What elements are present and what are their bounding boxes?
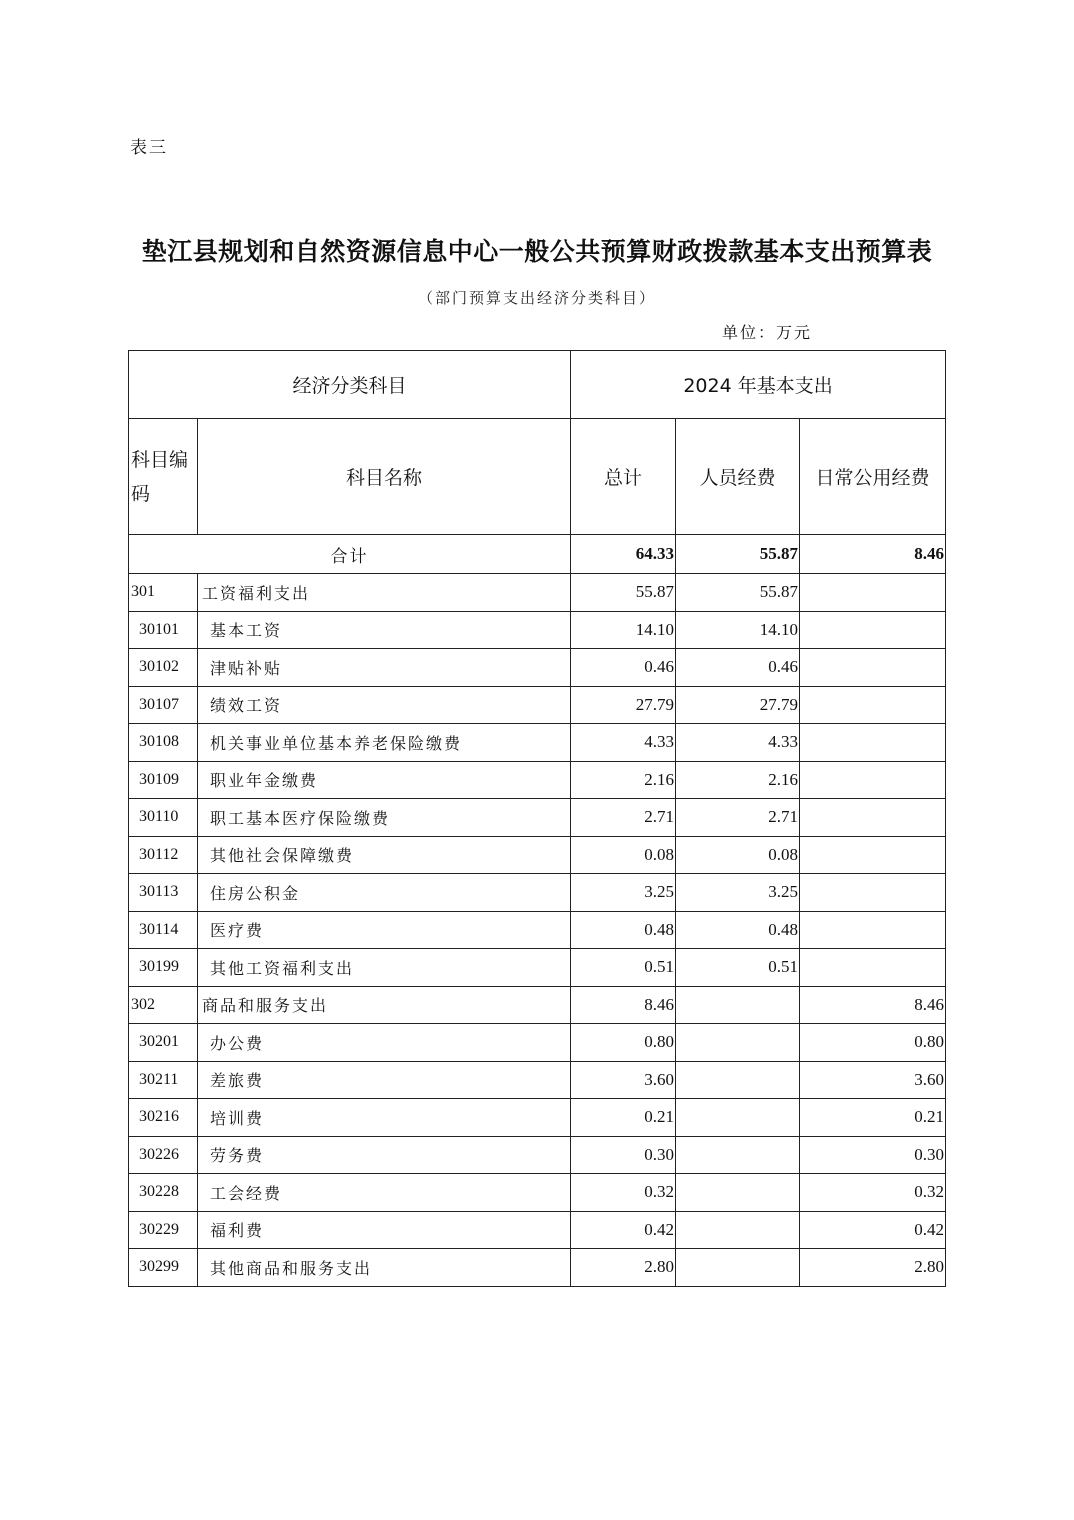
row-public	[800, 574, 946, 612]
row-public	[800, 799, 946, 837]
row-personnel	[676, 1174, 800, 1212]
row-total: 0.08	[571, 836, 676, 874]
row-total: 0.42	[571, 1211, 676, 1249]
row-public: 8.46	[800, 986, 946, 1024]
subject-code: 30109	[129, 761, 198, 799]
subject-name: 培训费	[198, 1099, 571, 1137]
header-basic-expenditure-year: 2024 年基本支出	[571, 351, 946, 419]
subject-name: 职业年金缴费	[198, 761, 571, 799]
subject-code: 30107	[129, 686, 198, 724]
subject-name: 基本工资	[198, 611, 571, 649]
subject-code: 30201	[129, 1024, 198, 1062]
row-personnel	[676, 1136, 800, 1174]
subject-name: 劳务费	[198, 1136, 571, 1174]
subject-code: 301	[129, 574, 198, 612]
row-personnel	[676, 1061, 800, 1099]
row-public	[800, 911, 946, 949]
total-sum: 64.33	[571, 535, 676, 574]
row-public	[800, 761, 946, 799]
table-row	[129, 1174, 946, 1212]
table-row	[129, 986, 946, 1024]
header-economic-category: 经济分类科目	[129, 351, 571, 419]
table-row	[129, 799, 946, 837]
table-row	[129, 574, 946, 612]
row-total: 4.33	[571, 724, 676, 762]
subject-code: 30229	[129, 1211, 198, 1249]
subject-code: 302	[129, 986, 198, 1024]
row-personnel: 14.10	[676, 611, 800, 649]
row-public: 2.80	[800, 1249, 946, 1287]
header-public-expense: 日常公用经费	[800, 419, 946, 535]
row-public	[800, 686, 946, 724]
total-row	[129, 535, 946, 574]
header-subject-code: 科目编码	[129, 419, 198, 535]
subject-name: 商品和服务支出	[198, 986, 571, 1024]
subject-code: 30199	[129, 949, 198, 987]
row-personnel: 0.48	[676, 911, 800, 949]
row-personnel: 0.08	[676, 836, 800, 874]
subject-code: 30101	[129, 611, 198, 649]
subject-name: 其他工资福利支出	[198, 949, 571, 987]
subject-code: 30113	[129, 874, 198, 912]
table-row	[129, 724, 946, 762]
row-personnel	[676, 986, 800, 1024]
unit-label: 单位：万元	[722, 323, 813, 342]
row-public: 0.21	[800, 1099, 946, 1137]
subject-code: 30299	[129, 1249, 198, 1287]
row-public: 3.60	[800, 1061, 946, 1099]
row-public	[800, 611, 946, 649]
subject-name: 住房公积金	[198, 874, 571, 912]
header-personnel-expense: 人员经费	[676, 419, 800, 535]
row-personnel: 2.16	[676, 761, 800, 799]
document-title: 垫江县规划和自然资源信息中心一般公共预算财政拨款基本支出预算表	[141, 237, 933, 266]
row-total: 0.21	[571, 1099, 676, 1137]
table-label: 表三	[130, 138, 168, 158]
header-row-group	[129, 351, 946, 419]
row-total: 27.79	[571, 686, 676, 724]
subject-code: 30114	[129, 911, 198, 949]
row-public	[800, 949, 946, 987]
row-personnel: 0.51	[676, 949, 800, 987]
row-total: 3.25	[571, 874, 676, 912]
row-personnel: 4.33	[676, 724, 800, 762]
subject-name: 职工基本医疗保险缴费	[198, 799, 571, 837]
table-row	[129, 1099, 946, 1137]
document-subtitle: （部门预算支出经济分类科目）	[417, 289, 656, 307]
row-public	[800, 724, 946, 762]
row-total: 0.48	[571, 911, 676, 949]
row-total: 0.30	[571, 1136, 676, 1174]
row-total: 2.16	[571, 761, 676, 799]
subject-code: 30108	[129, 724, 198, 762]
header-total: 总计	[571, 419, 676, 535]
subject-code: 30228	[129, 1174, 198, 1212]
total-label: 合计	[129, 535, 571, 574]
subject-name: 其他社会保障缴费	[198, 836, 571, 874]
row-total: 2.71	[571, 799, 676, 837]
subject-name: 办公费	[198, 1024, 571, 1062]
row-public	[800, 649, 946, 687]
row-personnel	[676, 1211, 800, 1249]
budget-table	[128, 350, 946, 1287]
subject-name: 机关事业单位基本养老保险缴费	[198, 724, 571, 762]
table-row	[129, 1024, 946, 1062]
row-total: 0.80	[571, 1024, 676, 1062]
subject-code: 30226	[129, 1136, 198, 1174]
subject-name: 其他商品和服务支出	[198, 1249, 571, 1287]
subject-name: 医疗费	[198, 911, 571, 949]
row-total: 0.46	[571, 649, 676, 687]
table-row	[129, 1211, 946, 1249]
row-personnel: 0.46	[676, 649, 800, 687]
row-personnel: 3.25	[676, 874, 800, 912]
row-personnel: 55.87	[676, 574, 800, 612]
table-row	[129, 836, 946, 874]
row-total: 2.80	[571, 1249, 676, 1287]
row-public: 0.32	[800, 1174, 946, 1212]
row-total: 0.32	[571, 1174, 676, 1212]
row-public: 0.80	[800, 1024, 946, 1062]
subject-name: 福利费	[198, 1211, 571, 1249]
subject-code: 30102	[129, 649, 198, 687]
table-row	[129, 761, 946, 799]
table-row	[129, 911, 946, 949]
row-personnel	[676, 1024, 800, 1062]
row-total: 55.87	[571, 574, 676, 612]
subject-name: 工资福利支出	[198, 574, 571, 612]
row-personnel	[676, 1249, 800, 1287]
header-subject-name: 科目名称	[198, 419, 571, 535]
table-row	[129, 611, 946, 649]
row-personnel	[676, 1099, 800, 1137]
subject-name: 津贴补贴	[198, 649, 571, 687]
row-public: 0.30	[800, 1136, 946, 1174]
subject-name: 工会经费	[198, 1174, 571, 1212]
row-public: 0.42	[800, 1211, 946, 1249]
table-row	[129, 1249, 946, 1287]
subject-code: 30216	[129, 1099, 198, 1137]
row-total: 3.60	[571, 1061, 676, 1099]
subject-code: 30112	[129, 836, 198, 874]
row-public	[800, 836, 946, 874]
subject-code: 30211	[129, 1061, 198, 1099]
subject-code: 30110	[129, 799, 198, 837]
row-total: 0.51	[571, 949, 676, 987]
row-total: 8.46	[571, 986, 676, 1024]
subject-name: 绩效工资	[198, 686, 571, 724]
table-row	[129, 649, 946, 687]
subject-name: 差旅费	[198, 1061, 571, 1099]
row-personnel: 27.79	[676, 686, 800, 724]
table-row	[129, 874, 946, 912]
table-row	[129, 1061, 946, 1099]
row-public	[800, 874, 946, 912]
table-row	[129, 949, 946, 987]
table-row	[129, 686, 946, 724]
total-personnel: 55.87	[676, 535, 800, 574]
total-public: 8.46	[800, 535, 946, 574]
header-row-columns	[129, 419, 946, 535]
row-total: 14.10	[571, 611, 676, 649]
row-personnel: 2.71	[676, 799, 800, 837]
table-row	[129, 1136, 946, 1174]
